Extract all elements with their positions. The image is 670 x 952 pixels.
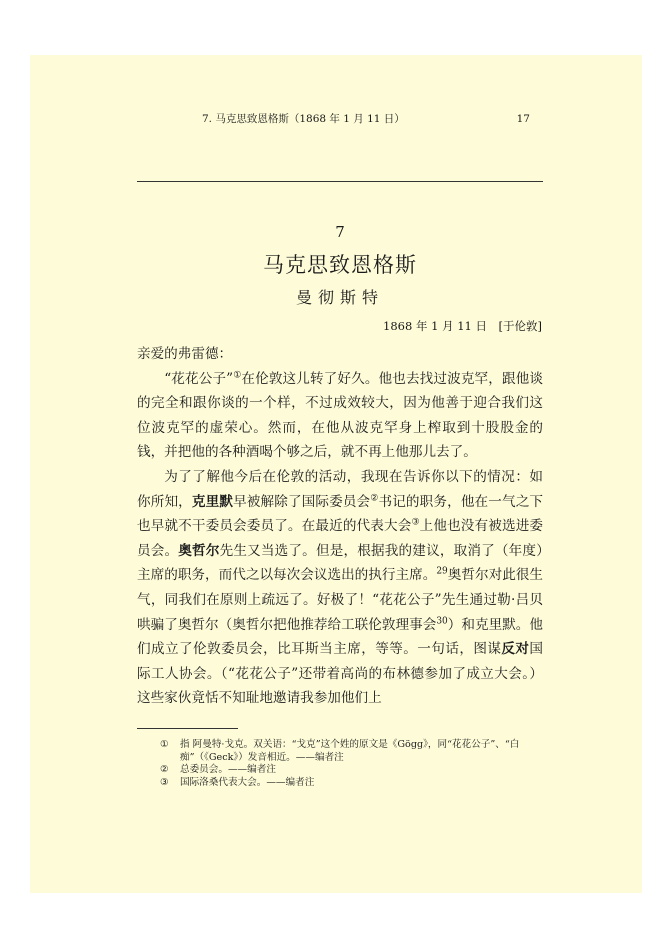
endnote-ref: 30 bbox=[436, 616, 448, 626]
person-name: 克里默 bbox=[191, 493, 234, 510]
paragraph-1 bbox=[137, 367, 543, 465]
text-run: 上他也没有被选进委员会。 bbox=[137, 518, 544, 559]
letter-dateline: 1868 年 1 月 11 日 [于伦敦] bbox=[383, 319, 542, 333]
text-run: 早被解除了国际委员会 bbox=[233, 493, 371, 510]
letter-title: 马克思致恩格斯 bbox=[263, 253, 417, 277]
text-run: 先生又当选了。但是，根据我的建议，取消了（年度）主席的职务，而代之以每次会议选出的执行主席。 bbox=[137, 542, 543, 584]
footnote-rule bbox=[137, 728, 238, 729]
footnote-ref: ③ bbox=[411, 517, 420, 528]
person-name: 奥哲尔 bbox=[178, 542, 220, 559]
text-run: 国际工人协会。（“花花公子”还带着高尚的布林德参加了成立大会。）这些家伙竟恬不知耻地邀请我参加他们上 bbox=[137, 641, 543, 707]
footnote bbox=[160, 764, 544, 777]
text-run: 奥哲尔对此很生气，同我们在原则上疏远了。好极了！“花花公子”先生通过勒·吕贝哄骗了奥哲尔（奥哲尔把他推荐给工联伦敦理事会 bbox=[137, 567, 544, 633]
footnotes bbox=[160, 739, 544, 789]
footnote-mark: ① bbox=[160, 739, 169, 750]
footnote-mark: ③ bbox=[160, 776, 169, 788]
text-run: 为了了解他今后在伦敦的活动，我现在告诉你以下的情况：如你所知， bbox=[137, 468, 543, 510]
text-run: “花花公子” bbox=[164, 370, 234, 387]
page-number: 17 bbox=[516, 113, 530, 125]
footnote-mark: ② bbox=[160, 764, 169, 775]
text-run: ）和克里默。他们成立了伦敦委员会，比耳斯当主席，等等。一句话，图谋 bbox=[137, 616, 544, 658]
endnote-ref: 29 bbox=[436, 566, 448, 577]
letter-body bbox=[137, 342, 543, 711]
letter-place: 曼彻斯特 bbox=[295, 288, 384, 307]
footnote-ref: ① bbox=[233, 370, 242, 381]
paragraph-2 bbox=[137, 465, 543, 711]
running-head-title: 7. 马克思致恩格斯（1868 年 1 月 11 日） bbox=[202, 113, 405, 125]
footnote-text: 国际洛桑代表大会。——编者注 bbox=[180, 776, 315, 788]
emphasis: 反对 bbox=[501, 641, 530, 658]
text-run: 在伦敦这儿转了好久。他也去找过波克罕，跟他谈的完全和跟你谈的一个样，不过成效较大，因为他善于迎合我们这位波克罕的虚荣心。然而，在他从波克罕身上榨取到十股股金的钱，并把他的各种酒喝个够之后，就不再上他那儿去了。 bbox=[137, 370, 543, 461]
footnote bbox=[160, 777, 544, 790]
header-rule bbox=[137, 181, 543, 182]
footnote-text: 指 阿曼特·戈克。双关语：“戈克”这个姓的原文是《Gögg》，同“花花公子”、“白痴”（《Geck》）发音相近。——编者注 bbox=[180, 739, 520, 763]
footnote-ref: ② bbox=[370, 493, 379, 504]
running-head bbox=[106, 108, 542, 130]
salutation: 亲爱的弗雷德： bbox=[137, 346, 233, 362]
text-run: 书记的职务，他在一气之下也早就不干委员会委员了。在最近的代表大会 bbox=[137, 493, 544, 535]
letter-number: 7 bbox=[335, 223, 345, 241]
footnote bbox=[160, 739, 544, 764]
footnote-text: 总委员会。——编者注 bbox=[180, 764, 276, 775]
